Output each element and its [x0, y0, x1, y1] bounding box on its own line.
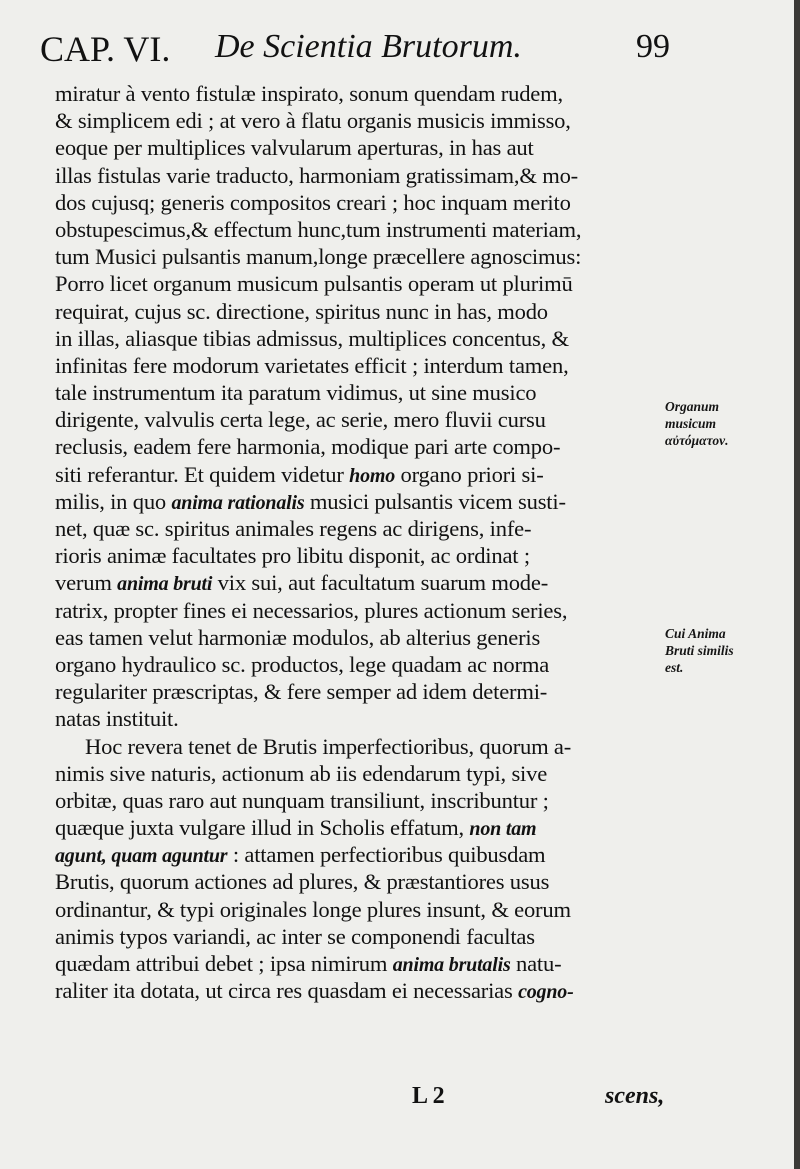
page-title: De Scientia Brutorum.: [215, 28, 522, 65]
paragraph-first-line: Hoc revera tenet de Brutis imperfectioribus, quorum a-: [85, 733, 572, 759]
text-line: illas fistulas varie traducto, harmoniam gratissimam,& mo-: [55, 162, 578, 188]
chapter-label: CAP. VI.: [40, 29, 171, 69]
text-line: miratur à vento fistulæ inspirato, sonum quendam rudem,: [55, 81, 563, 106]
text-line: dos cujusq; generis compositos creari ; hoc inquam merito: [55, 189, 571, 215]
signature-mark: L 2: [412, 1083, 445, 1109]
page-footer: [0, 1083, 800, 1113]
text-line: net, quæ sc. spiritus animales regens ac dirigens, infe-: [55, 516, 532, 541]
text-line: obstupescimus,& effectum hunc,tum instrumenti materiam,: [55, 216, 582, 242]
text-line: regulariter præscriptas, & fere semper ad idem determi-: [55, 679, 548, 705]
margin-note-line: Bruti similis: [665, 643, 734, 658]
text-line: Porro licet organum musicum pulsantis operam ut plurimū: [55, 271, 573, 297]
text-line: & simplicem edi ; at vero à flatu organis musicis immisso,: [55, 108, 571, 134]
text-line: Brutis, quorum actiones ad plures, & præstantiores usus: [55, 869, 550, 895]
text-line: rioris animæ facultates pro libitu disponit, ac ordinat ;: [55, 543, 530, 569]
margin-note-line: est.: [665, 660, 684, 675]
text-line: natas instituit.: [55, 706, 179, 732]
running-head: [40, 20, 670, 72]
text-line: verum anima bruti vix sui, aut facultatum suarum mode-: [55, 570, 549, 596]
margin-note-line: Cui Anima: [665, 626, 726, 641]
margin-note-organum: [665, 398, 795, 449]
catchword: scens,: [605, 1083, 665, 1109]
text-line: quæque juxta vulgare illud in Scholis effatum, non tam: [55, 815, 537, 841]
text-line: ratrix, propter fines ei necessarios, plures actionum series,: [55, 597, 568, 623]
text-line: milis, in quo anima rationalis musici pulsantis vicem susti-: [55, 488, 566, 514]
text-line: tale instrumentum ita paratum vidimus, ut sine musico: [55, 380, 537, 406]
text-line: requirat, cujus sc. directione, spiritus nunc in has, modo: [55, 298, 548, 324]
text-line: animis typos variandi, ac inter se componendi facultas: [55, 923, 535, 949]
text-line: raliter ita dotata, ut circa res quasdam ei necessarias cogno-: [55, 978, 574, 1004]
text-line: ordinantur, & typi originales longe plures insunt, & eorum: [55, 896, 571, 922]
text-line: agunt, quam aguntur : attamen perfectioribus quibusdam: [55, 842, 546, 868]
margin-note-line: musicum: [665, 416, 717, 431]
text-line: nimis sive naturis, actionum ab iis edendarum typi, sive: [55, 760, 548, 786]
text-line: eas tamen velut harmoniæ modulos, ab alterius generis: [55, 624, 541, 650]
text-line: reclusis, eadem fere harmonia, modique pari arte compo-: [55, 434, 561, 460]
text-line: infinitas fere modorum varietates efficit ; interdum tamen,: [55, 352, 569, 378]
text-line: orbitæ, quas raro aut nunquam transiliunt, inscribuntur ;: [55, 787, 549, 813]
margin-note-line: αὐτόματον.: [665, 433, 729, 448]
main-text: [55, 80, 667, 1004]
page-number: 99: [636, 28, 670, 65]
text-line: quædam attribui debet ; ipsa nimirum anima brutalis natu-: [55, 951, 562, 976]
text-line: eoque per multiplices valvularum aperturas, in has aut: [55, 135, 534, 161]
margin-note-anima: [665, 625, 795, 676]
text-line: organo hydraulico sc. productos, lege quadam ac norma: [55, 651, 550, 677]
page-edge: [794, 0, 800, 1169]
text-line: siti referantur. Et quidem videtur homo organo priori si-: [55, 461, 544, 487]
text-line: in illas, aliasque tibias admissus, multiplices concentus, &: [55, 325, 569, 351]
text-line: tum Musici pulsantis manum,longe præcellere agnoscimus:: [55, 244, 582, 270]
text-line: dirigente, valvulis certa lege, ac serie, mero fluvii cursu: [55, 407, 546, 433]
margin-note-line: Organum: [665, 399, 720, 414]
